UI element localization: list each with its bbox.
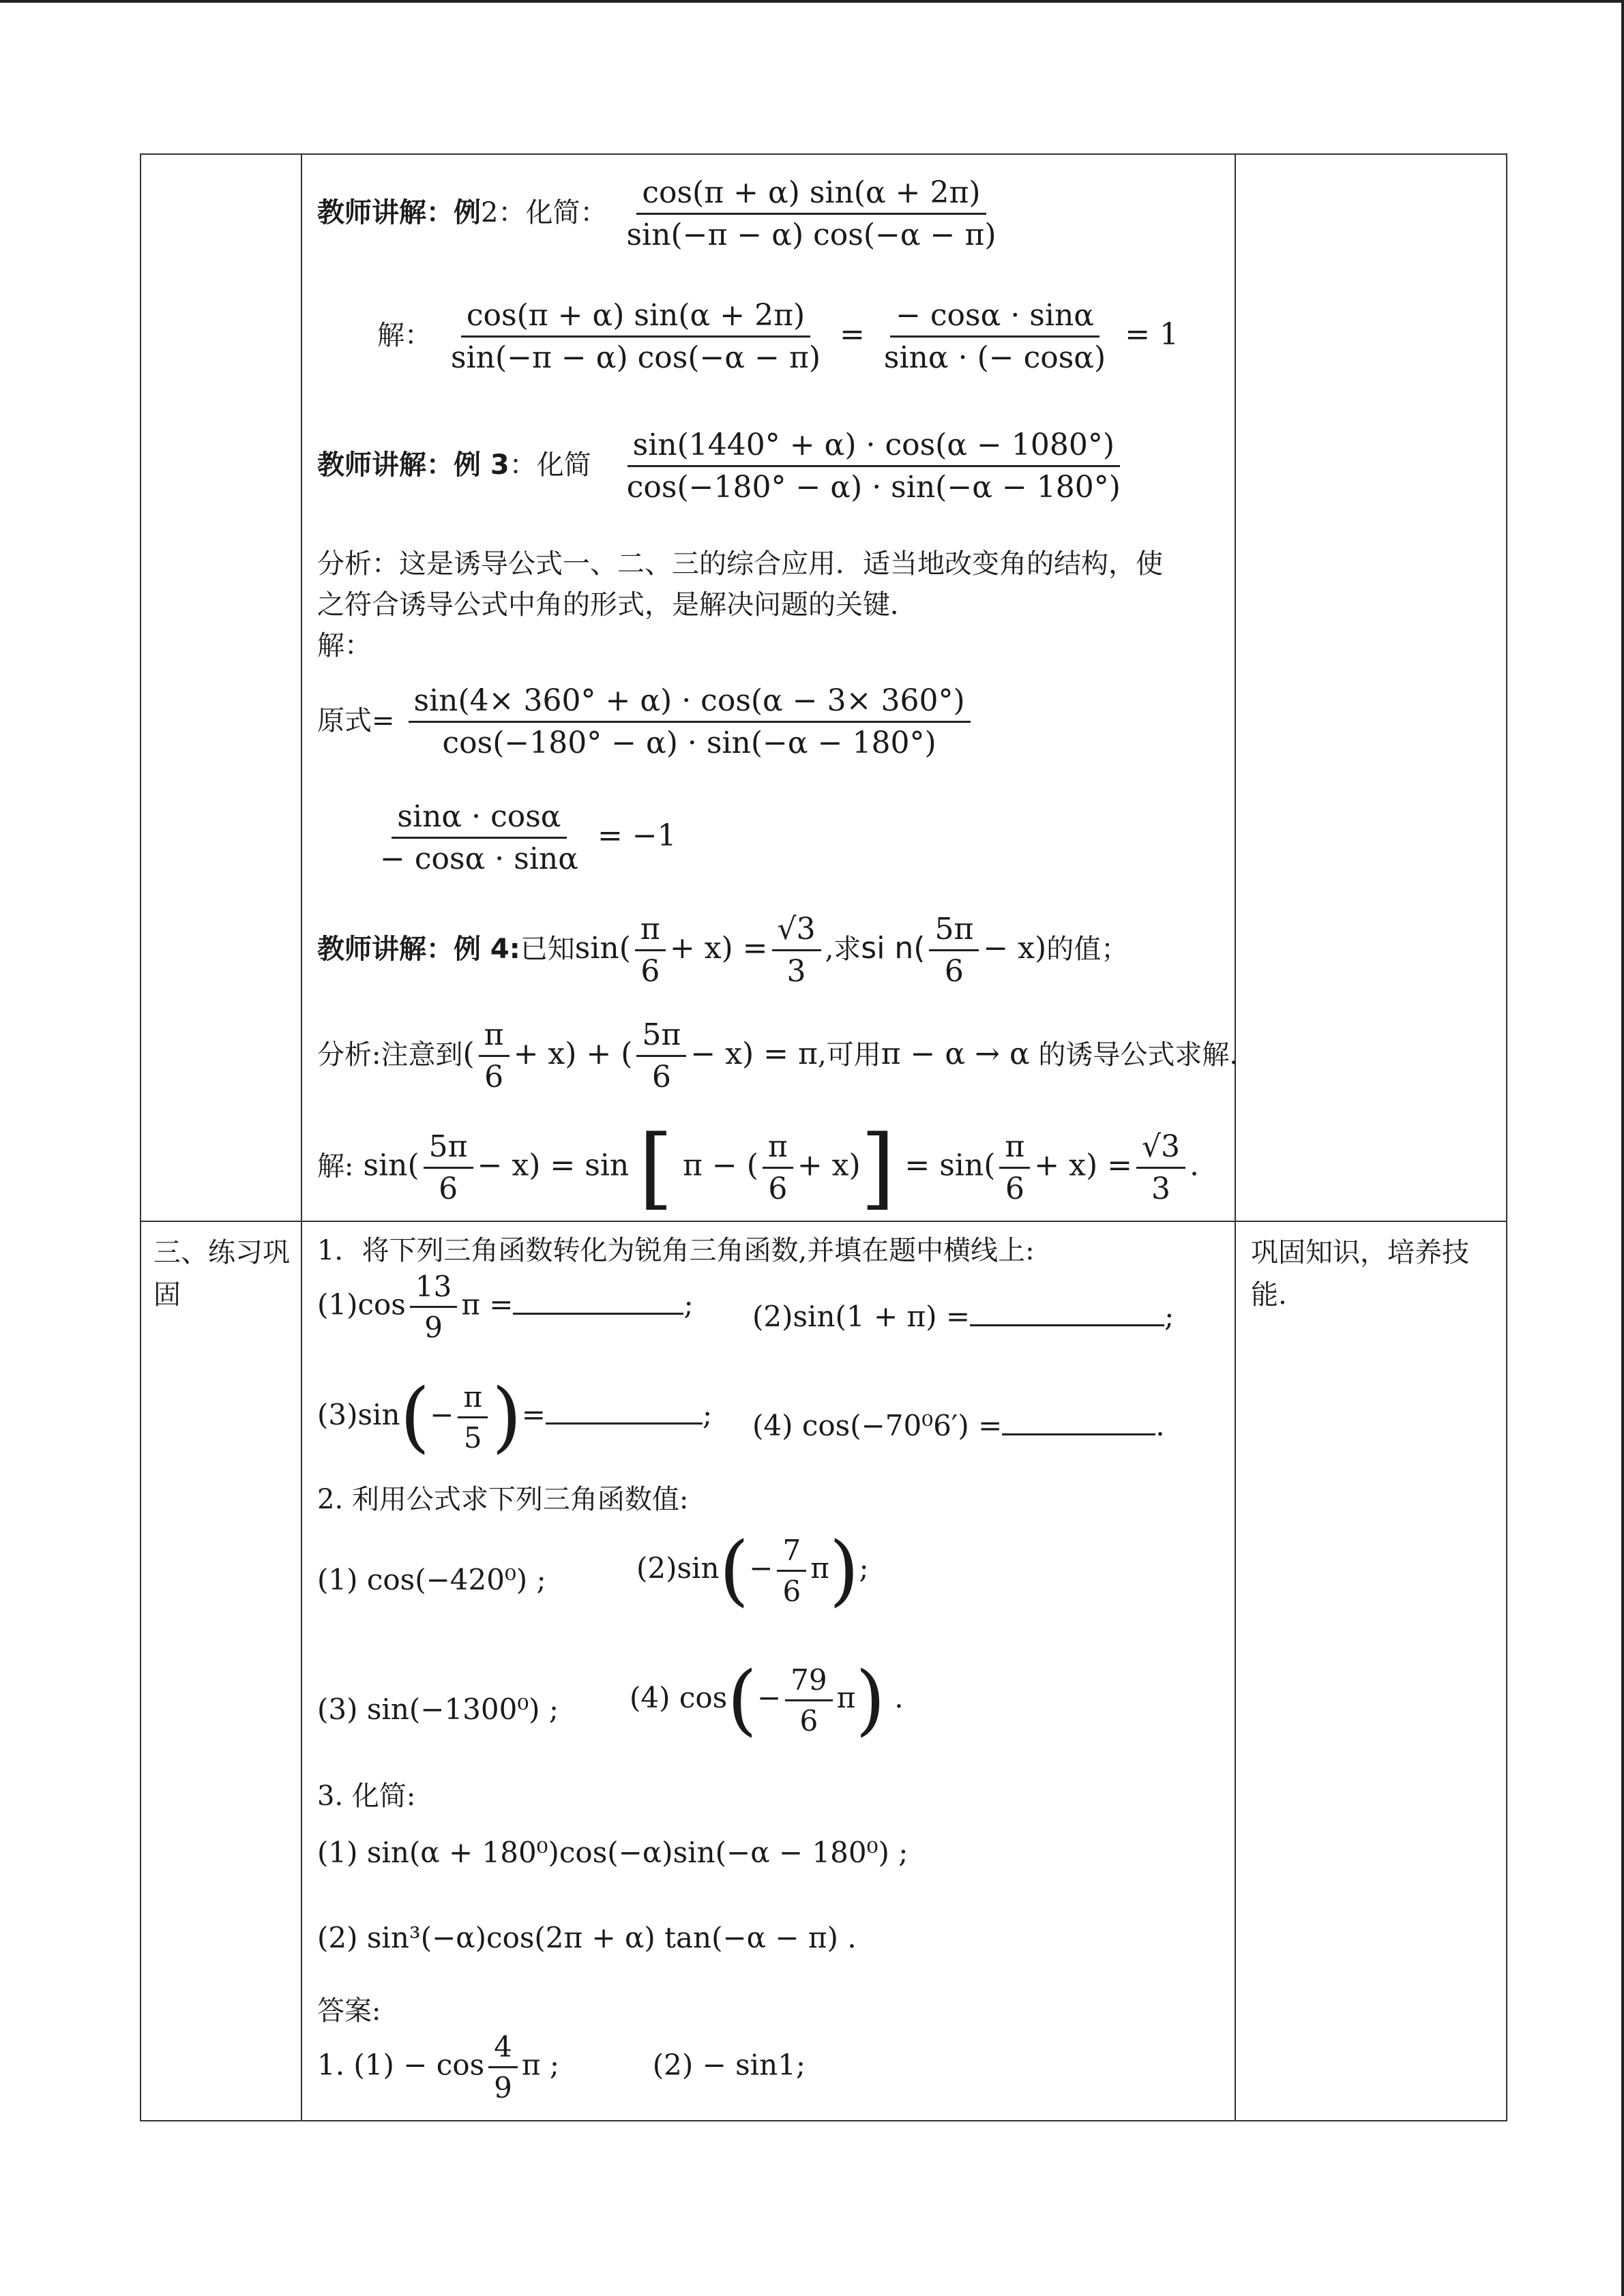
math-text: (2) − sin1;: [652, 2048, 806, 2082]
note-cell: [1235, 1221, 1507, 2121]
answer-blank[interactable]: [1002, 1406, 1155, 1435]
fraction-numerator: √3: [1136, 1129, 1185, 1169]
example-2-fraction: [621, 175, 1001, 252]
example-4-header: [317, 912, 1128, 989]
analysis-label: 分析:注意到: [317, 1039, 463, 1071]
fraction-numerator: cos(π + α) sin(α + 2π): [461, 298, 810, 338]
example-3-step-2: [370, 799, 677, 876]
answer-line-1: [317, 2030, 806, 2104]
fraction-pi-over-6: [763, 1129, 793, 1206]
table-row: [141, 1221, 1507, 2121]
question-1-part-2: [752, 1297, 1174, 1333]
fraction-denominator: 6: [1005, 1171, 1024, 1206]
example-2-solution: 解： $\frac{\cos(\pi + \alpha) \sin(\alpha + 2\pi)}{\sin(-\pi - \alpha) \cos(-\alpha - \pi)}$ = $\frac{- \cos\alpha \cdot \sin\alpha}{\sin\alpha \cdot (- \cos\alpha)}$ = 1: [377, 298, 1179, 375]
table-row: [141, 154, 1507, 1221]
fraction-denominator: 9: [424, 1311, 443, 1344]
solution-rhs-fraction: [879, 298, 1111, 375]
part-label: (2): [636, 1551, 677, 1585]
math-text: .: [1155, 1409, 1165, 1442]
question-2-text: 2. 利用公式求下列三角函数值:: [317, 1484, 689, 1515]
fraction-numerator: 5π: [636, 1017, 686, 1057]
question-3-part-2: (2) sin³(−α)cos(2π + α) tan(−α − π) .: [317, 1921, 857, 1954]
example-4-analysis: 分析:注意到( $\frac{\pi}{6}$ + x) + ( $\frac{5\pi}{6}$ − x) = π,可用π − α → α 的诱导公式求解.: [317, 1017, 1239, 1094]
fraction-numerator: π: [763, 1129, 793, 1169]
part-label: (2): [752, 1300, 793, 1333]
example-title: 教师讲解：例: [317, 197, 481, 228]
math-text: − x): [983, 931, 1047, 966]
analysis-end: 的诱导公式求解.: [1038, 1039, 1239, 1071]
fraction-denominator: 6: [640, 954, 660, 989]
fraction-5pi-over-6: [636, 1017, 686, 1094]
question-2-part-3: (3) sin(−1300⁰) ;: [317, 1693, 559, 1726]
row-label-cell: [141, 154, 301, 1221]
fraction-pi-over-6: [479, 1017, 510, 1094]
step-2-result: = −1: [597, 818, 677, 853]
fraction-pi-over-6: [999, 1129, 1030, 1206]
math-text: si n(: [861, 931, 926, 966]
fraction-5pi-over-6: [929, 912, 979, 989]
example-3-header: [317, 428, 1130, 505]
right-paren: ): [492, 1373, 522, 1461]
analysis-line-1: 分析：这是诱导公式一、二、三的综合应用．适当地改变角的结构，使: [317, 548, 1163, 580]
right-paren: ): [855, 1656, 885, 1744]
part-label: (4): [752, 1409, 793, 1442]
content-cell: [301, 154, 1239, 1221]
fraction-numerator: √3: [772, 912, 821, 951]
math-text: ;: [1164, 1300, 1175, 1333]
left-paren: (: [400, 1373, 430, 1461]
example-title: 教师讲解：例 4:: [317, 934, 520, 965]
math-text: .: [1190, 1148, 1200, 1183]
given-label: 已知: [520, 934, 575, 965]
example-3-step-1: [317, 683, 975, 760]
row-note: [1236, 155, 1506, 164]
fraction-denominator: 6: [651, 1060, 671, 1094]
fraction-numerator: 13: [410, 1270, 457, 1308]
question-1-part-1: (1)cos $\frac{13}{9}$ π = ;: [317, 1270, 694, 1344]
fraction-denominator: − cosα · sinα: [380, 841, 578, 876]
math-text: − x): [477, 1148, 541, 1183]
fraction-7-over-6: [777, 1534, 806, 1608]
answer-blank[interactable]: [513, 1285, 683, 1315]
math-text: ;: [702, 1398, 713, 1431]
example-4-solution: 解: sin( $\frac{5\pi}{6}$ − x) = sin [ π − ( $\frac{\pi}{6}$ + x)] = sin( $\frac{\pi}{6}$ + x) = $\frac{√3}{3}$ .: [317, 1116, 1200, 1219]
math-text: 1. (1) − cos: [317, 2048, 485, 2082]
solution-lhs-fraction: [445, 298, 826, 375]
row-note: 巩固知识，培养技能.: [1251, 1237, 1469, 1311]
fraction-denominator: sin(−π − α) cos(−α − π): [626, 218, 996, 252]
fraction-numerator: π: [635, 912, 666, 951]
answer-label: 答案:: [317, 1995, 381, 2027]
fraction-denominator: 5: [463, 1420, 482, 1455]
ask-prefix: ,求: [825, 934, 861, 965]
fraction-numerator: 4: [488, 2030, 518, 2068]
fraction-numerator: 5π: [424, 1129, 473, 1169]
analysis-line-2: 之符合诱导公式中角的形式，是解决问题的关键．: [317, 589, 917, 621]
fraction-79-over-6: [785, 1663, 832, 1738]
fraction-denominator: 3: [1151, 1171, 1170, 1206]
math-text: π ;: [521, 2048, 560, 2082]
ask-suffix: 的值；: [1046, 934, 1129, 965]
example-title: 教师讲解：例 3: [317, 449, 510, 481]
math-text: sin(: [574, 931, 631, 966]
fraction-denominator: 6: [799, 1703, 818, 1738]
fraction-pi-over-6: [635, 912, 666, 989]
note-cell: [1235, 154, 1507, 1221]
math-text: = sin: [550, 1148, 630, 1183]
example-action: ：化简: [509, 449, 591, 481]
fraction-numerator: sin(1440° + α) · cos(α − 1080°): [628, 428, 1120, 467]
question-3-text: 3. 化简:: [317, 1780, 416, 1812]
right-bracket: ]: [860, 1116, 896, 1219]
math-expression: cos(−70⁰6′) =: [801, 1409, 1003, 1442]
fraction-numerator: π: [458, 1380, 488, 1418]
example-number: 2: [481, 197, 499, 228]
top-border: [0, 0, 1624, 3]
analysis-mid: ,可用: [817, 1039, 881, 1071]
row-label-cell: [141, 1221, 301, 2121]
math-text: + x) =: [1034, 1148, 1132, 1183]
solution-result: = 1: [1125, 317, 1179, 352]
fraction-numerator: 5π: [929, 912, 979, 951]
fraction-numerator: 79: [785, 1663, 832, 1701]
lesson-plan-table: [140, 153, 1507, 2121]
question-1-text: 1．将下列三角函数转化为锐角三角函数,并填在题中横线上:: [317, 1235, 1035, 1266]
math-text: sin(: [363, 1148, 419, 1183]
question-3-part-1: (1) sin(α + 180⁰)cos(−α)sin(−α − 180⁰) ;: [317, 1836, 909, 1869]
fraction-sqrt3-over-3: [772, 912, 821, 989]
fraction-denominator: 6: [782, 1574, 801, 1608]
question-2-part-2: (2)sin(− $\frac{7}{6}$ π);: [636, 1526, 869, 1615]
analysis-mapping: π − α → α: [881, 1037, 1030, 1071]
fraction-numerator: sinα · cosα: [392, 799, 566, 839]
fraction-numerator: − cosα · sinα: [890, 298, 1099, 338]
fraction-denominator: 9: [494, 2071, 512, 2104]
question-2-part-4: (4) cos(− $\frac{79}{6}$ π) .: [630, 1656, 904, 1744]
fraction-numerator: π: [479, 1017, 510, 1057]
fraction-numerator: π: [999, 1129, 1030, 1169]
fraction-denominator: cos(−180° − α) · sin(−α − 180°): [626, 470, 1121, 505]
solution-label: 解：: [377, 320, 432, 351]
fraction-4-over-9: [488, 2030, 518, 2104]
right-paren: ): [829, 1526, 859, 1615]
left-paren: (: [719, 1526, 750, 1615]
fraction-5pi-over-6: [424, 1129, 473, 1206]
solution-label: 解：: [317, 630, 372, 661]
fraction-sqrt3-over-3: [1136, 1129, 1185, 1206]
question-1-part-3: (3)sin(− $\frac{\pi}{5}$ )= ;: [317, 1373, 713, 1461]
step-2-fraction: [374, 799, 584, 876]
example-action: ：化简：: [498, 197, 608, 228]
right-border: [1621, 0, 1624, 2296]
solution-label: 解:: [317, 1150, 354, 1182]
part-label: (1): [317, 1287, 358, 1322]
fraction-denominator: 6: [484, 1060, 504, 1094]
question-1-part-4: [752, 1406, 1165, 1442]
row-label: [141, 155, 301, 164]
part-label: (3): [317, 1398, 358, 1431]
example-2-header: [317, 175, 1005, 252]
fraction-numerator: cos(π + α) sin(α + 2π): [636, 175, 986, 215]
content-cell: [301, 1221, 1235, 2121]
fraction-denominator: cos(−180° − α) · sin(−α − 180°): [442, 726, 936, 760]
fraction-denominator: sin(−π − α) cos(−α − π): [451, 340, 821, 375]
original-expression-label: 原式=: [317, 705, 395, 736]
left-bracket: [: [638, 1116, 673, 1219]
fraction-denominator: 6: [439, 1171, 458, 1206]
step-1-fraction: [409, 683, 971, 760]
question-2-part-1: (1) cos(−420⁰) ;: [317, 1563, 546, 1596]
fraction-denominator: 6: [944, 954, 964, 989]
answer-blank[interactable]: [546, 1395, 703, 1425]
left-paren: (: [727, 1656, 757, 1744]
math-text: + x) =: [669, 931, 768, 966]
part-label: (4): [630, 1681, 670, 1714]
fraction-13-over-9: [410, 1270, 457, 1344]
math-expression: sin(1 + π) =: [793, 1300, 971, 1333]
math-text: ;: [683, 1287, 694, 1322]
fraction-denominator: 6: [768, 1171, 788, 1206]
fraction-denominator: 3: [786, 954, 806, 989]
fraction-pi-over-5: [458, 1380, 488, 1455]
example-3-fraction: [621, 428, 1126, 505]
fraction-numerator: 7: [777, 1534, 806, 1572]
fraction-denominator: sinα · (− cosα): [883, 340, 1106, 375]
answer-blank[interactable]: [970, 1297, 1164, 1326]
row-label: 三、练习巩固: [153, 1237, 290, 1311]
fraction-numerator: sin(4× 360° + α) · cos(α − 3× 360°): [409, 683, 971, 723]
